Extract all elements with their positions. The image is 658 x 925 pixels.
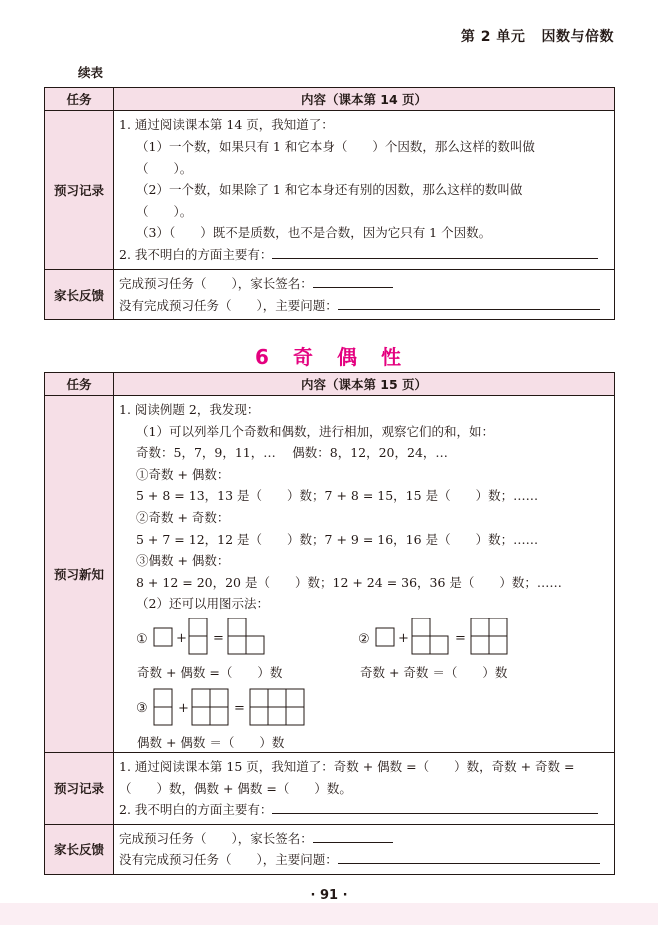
preview-record-content <box>114 111 615 270</box>
odd-block <box>154 628 172 646</box>
equals-sign: = <box>455 631 466 646</box>
parent-feedback-content <box>114 824 615 874</box>
figure-even-plus-even <box>136 687 316 729</box>
figure-odd-plus-even <box>136 618 286 662</box>
column-header-task: 任务 <box>45 373 114 396</box>
content-line: 奇数：5，7，9，11，… 偶数：8，12，20，24，… <box>136 445 448 461</box>
row-label-parent-feedback: 家长反馈 <box>45 824 114 874</box>
signature-blank[interactable] <box>313 275 393 288</box>
problem-blank[interactable] <box>338 297 600 310</box>
content-line <box>119 295 608 317</box>
plus-sign: + <box>398 631 409 646</box>
figure-mark: ③ <box>136 701 148 716</box>
feedback-text: 完成预习任务（ ），家长签名： <box>119 276 313 291</box>
question-text: 2. 我不明白的方面主要有： <box>119 246 273 262</box>
row-label-preview-record: 预习记录 <box>45 753 114 825</box>
figure-mark: ② <box>358 632 370 647</box>
content-line: （3）（ ）既不是质数，也不是合数，因为它只有 1 个因数。 <box>136 225 492 241</box>
answer-blank[interactable] <box>272 801 598 814</box>
content-line: 1. 通过阅读课本第 15 页，我知道了：奇数 + 偶数 =（ ）数，奇数 + 奇数 = <box>119 759 575 774</box>
feedback-text: 完成预习任务（ ），家长签名： <box>119 830 313 846</box>
content-line: ③偶数 + 偶数： <box>136 553 230 569</box>
bottom-band <box>0 903 658 925</box>
column-header-task: 任务 <box>45 88 114 111</box>
content-line: ①奇数 + 偶数： <box>136 466 230 482</box>
parent-feedback-content <box>114 270 615 320</box>
plus-sign: + <box>178 701 189 716</box>
content-line <box>119 849 608 871</box>
content-line: 1. 通过阅读课本第 14 页，我知道了： <box>119 117 334 133</box>
feedback-text: 没有完成预习任务（ ），主要问题： <box>119 297 338 313</box>
content-line: （1）可以列举几个奇数和偶数，进行相加，观察它们的和，如： <box>136 423 494 439</box>
plus-sign: + <box>176 631 187 646</box>
answer-blank[interactable] <box>272 246 598 259</box>
content-line: 8 + 12 = 20，20 是（ ）数；12 + 24 = 36，36 是（ ）数；…… <box>136 574 562 590</box>
figure-odd-plus-odd <box>358 618 518 662</box>
content-line: 5 + 8 = 13，13 是（ ）数；7 + 8 = 15，15 是（ ）数；…… <box>136 488 539 504</box>
content-line: （ ）。 <box>136 203 193 219</box>
content-line: ②奇数 + 奇数： <box>136 509 230 525</box>
problem-blank[interactable] <box>338 851 600 864</box>
unit-label: 第 2 单元 <box>460 29 526 45</box>
content-line: （2）一个数，如果除了 1 和它本身还有别的因数，那么这样的数叫做 <box>136 182 523 198</box>
feedback-text: 没有完成预习任务（ ），主要问题： <box>119 852 338 868</box>
page-header <box>461 26 614 46</box>
preview-table-2 <box>44 372 615 875</box>
content-line <box>119 244 608 266</box>
content-line: （ ）数，偶数 + 偶数 =（ ）数。 <box>119 780 352 796</box>
row-label-preview-record: 预习记录 <box>45 111 114 270</box>
content-line: （1）一个数，如果只有 1 和它本身（ ）个因数，那么这样的数叫做 <box>136 139 535 155</box>
odd-block <box>376 628 394 646</box>
content-line: （ ）。 <box>136 160 193 176</box>
page-number: · 91 · <box>310 888 348 903</box>
figure-caption: 奇数 + 偶数 =（ ）数 <box>137 665 283 680</box>
section-title: 6 奇 偶 性 <box>255 345 403 369</box>
equals-sign: = <box>234 701 245 716</box>
preview-table-1 <box>44 87 615 320</box>
figure-mark: ① <box>136 632 148 647</box>
preview-record-content <box>114 753 615 825</box>
unit-title: 因数与倍数 <box>541 29 614 45</box>
content-line <box>119 828 608 850</box>
column-header-content: 内容（课本第 15 页） <box>114 373 615 396</box>
content-line <box>119 799 608 821</box>
equals-sign: = <box>213 631 224 646</box>
content-line: 5 + 7 = 12，12 是（ ）数；7 + 9 = 16，16 是（ ）数；…… <box>136 531 539 547</box>
signature-blank[interactable] <box>313 830 393 843</box>
figure-caption: 偶数 + 偶数 ＝（ ）数 <box>137 735 285 750</box>
continued-label: 续表 <box>78 65 104 80</box>
figure-caption: 奇数 + 奇数 ＝（ ）数 <box>360 665 508 680</box>
row-label-new-knowledge: 预习新知 <box>45 396 114 753</box>
row-label-parent-feedback: 家长反馈 <box>45 270 114 320</box>
content-line: （2）还可以用图示法： <box>136 596 269 612</box>
question-text: 2. 我不明白的方面主要有： <box>119 802 273 818</box>
content-line <box>119 273 608 295</box>
column-header-content: 内容（课本第 14 页） <box>114 88 615 111</box>
content-line: 1. 阅读例题 2，我发现： <box>119 402 260 417</box>
